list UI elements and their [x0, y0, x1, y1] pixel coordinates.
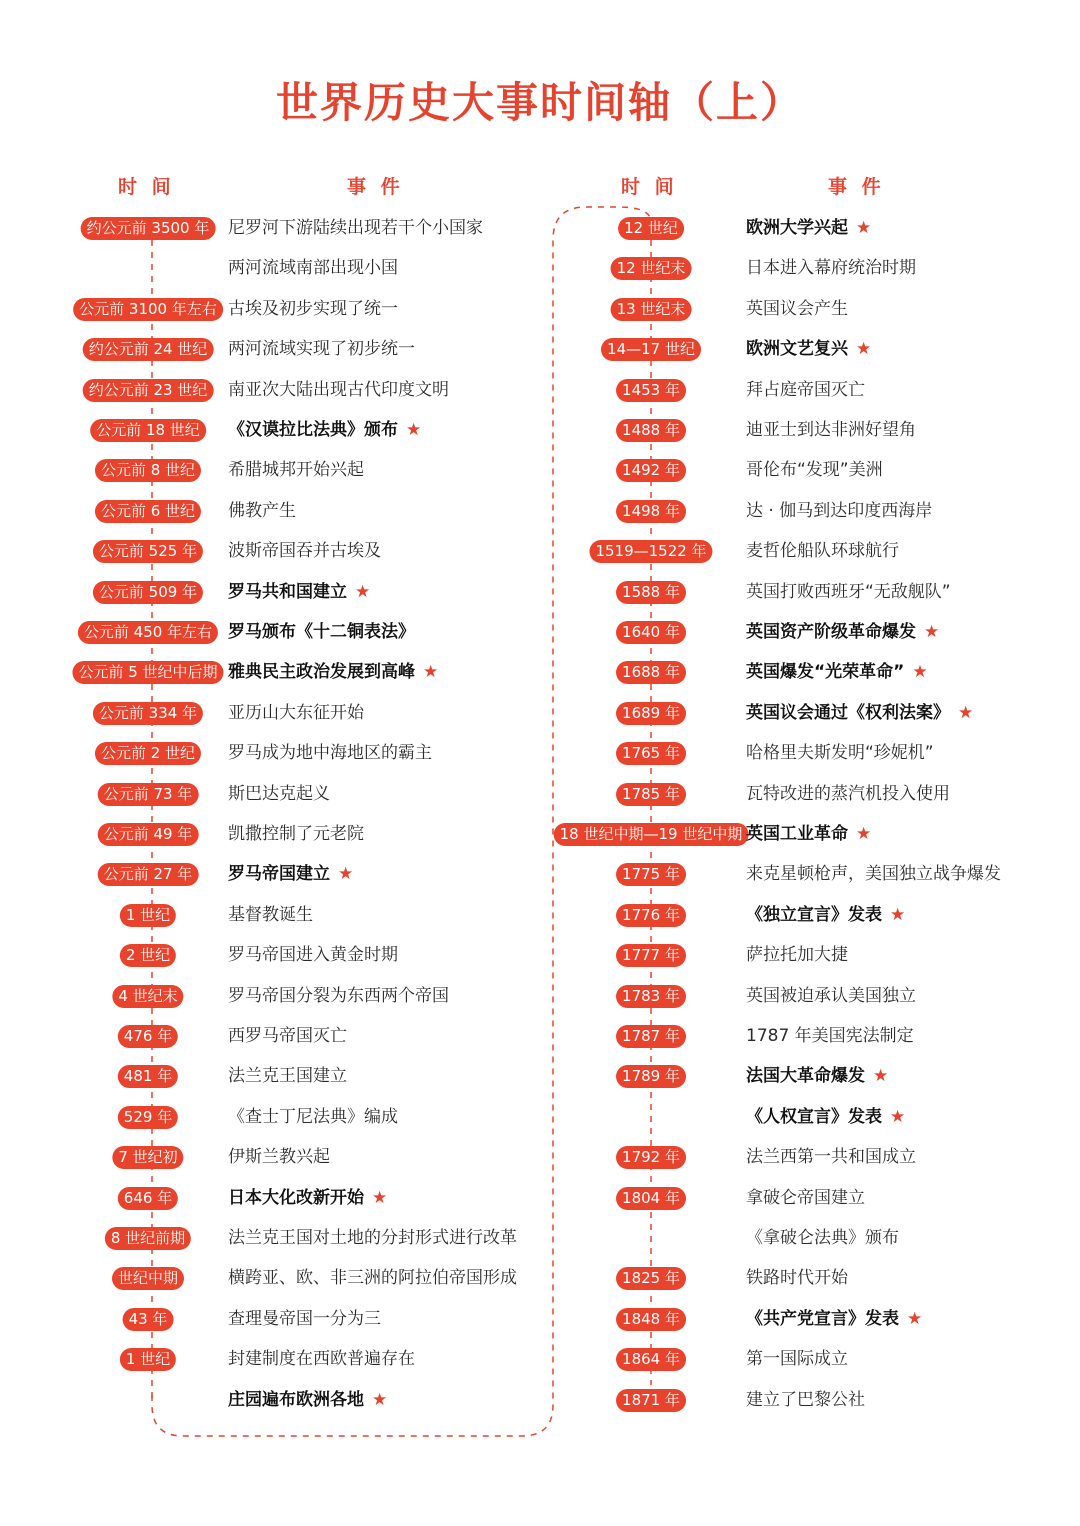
- left-time-header: 时 间: [118, 176, 175, 198]
- event-label: 瓦特改进的蒸汽机投入使用: [746, 783, 950, 804]
- right-timeline-row: [0, 500, 1080, 526]
- event-label: 法兰西第一共和国成立: [746, 1147, 916, 1168]
- event-label: 基督教诞生: [228, 904, 313, 925]
- event-text: [746, 783, 950, 806]
- star-icon: ★: [856, 218, 872, 238]
- event-text: [746, 419, 916, 442]
- event-label: 日本进入幕府统治时期: [746, 258, 916, 279]
- left-event-header: 事 件: [347, 176, 404, 198]
- page-title: 世界历史大事时间轴（上）: [275, 78, 804, 127]
- event-label: 古埃及初步实现了统一: [228, 298, 398, 319]
- right-timeline-row: [0, 338, 1080, 364]
- event-label: 铁路时代开始: [746, 1268, 848, 1289]
- time-badge: 公元前 5 世纪中后期: [72, 661, 223, 684]
- star-icon: ★: [924, 622, 940, 642]
- event-text: [746, 459, 883, 482]
- event-label: 1787 年美国宪法制定: [746, 1026, 914, 1046]
- time-badge: 1776 年: [616, 904, 686, 927]
- time-badge: 2 世纪: [120, 944, 176, 967]
- event-label: 英国被迫承认美国独立: [746, 985, 916, 1006]
- time-badge: 1498 年: [616, 500, 686, 523]
- star-icon: ★: [355, 581, 371, 602]
- right-timeline-row: [0, 459, 1080, 485]
- right-timeline-row: [0, 863, 1080, 889]
- time-badge: 1 世纪: [120, 904, 176, 927]
- event-label: 迪亚士到达非洲好望角: [746, 420, 916, 440]
- event-label: 日本大化改新开始: [228, 1187, 364, 1208]
- event-text: [746, 500, 932, 523]
- event-label: 西罗马帝国灭亡: [228, 1026, 347, 1046]
- time-badge: 7 世纪初: [112, 1146, 183, 1169]
- right-timeline-row: [0, 581, 1080, 607]
- time-badge: 476 年: [118, 1025, 178, 1048]
- right-timeline-row: [0, 621, 1080, 647]
- right-timeline-row: [0, 1025, 1080, 1051]
- event-text: [746, 661, 928, 684]
- event-label: 英国打败西班牙“无敌舰队”: [746, 581, 951, 602]
- event-label: 法国大革命爆发: [746, 1066, 865, 1087]
- time-badge: 约公元前 3500 年: [81, 217, 216, 240]
- star-icon: ★: [372, 1389, 388, 1410]
- star-icon: ★: [423, 662, 439, 683]
- event-label: 麦哲伦船队环球航行: [746, 541, 899, 562]
- event-label: 建立了巴黎公社: [746, 1389, 865, 1410]
- time-badge: 公元前 2 世纪: [95, 742, 201, 765]
- time-badge: 4 世纪末: [112, 985, 183, 1008]
- time-badge: 公元前 8 世纪: [95, 459, 201, 482]
- event-label: 《独立宣言》发表: [746, 904, 882, 925]
- event-text: [746, 1065, 888, 1088]
- time-badge: 1787 年: [616, 1025, 686, 1048]
- time-badge: 公元前 6 世纪: [95, 500, 201, 523]
- time-badge: 1792 年: [616, 1146, 686, 1169]
- event-label: 第一国际成立: [746, 1349, 848, 1370]
- event-text: [746, 702, 973, 725]
- time-badge: 公元前 450 年左右: [78, 621, 218, 644]
- event-label: 斯巴达克起义: [228, 783, 330, 804]
- right-timeline-row: [0, 702, 1080, 728]
- right-timeline-row: [0, 540, 1080, 566]
- star-icon: ★: [907, 1308, 923, 1329]
- event-text: [746, 1267, 848, 1290]
- event-text: [746, 1227, 899, 1250]
- event-label: 波斯帝国吞并古埃及: [228, 541, 381, 562]
- time-badge: 1775 年: [616, 863, 686, 886]
- event-label: 哥伦布“发现”美洲: [746, 460, 883, 481]
- event-label: 两河流域实现了初步统一: [228, 339, 415, 360]
- right-timeline-row: [0, 1146, 1080, 1172]
- right-timeline-row: [0, 742, 1080, 768]
- time-badge: 18 世纪中期—19 世纪中期: [554, 823, 749, 846]
- time-badge: 481 年: [118, 1065, 178, 1088]
- time-badge: 1492 年: [616, 459, 686, 482]
- event-label: 英国议会通过《权利法案》: [746, 702, 950, 723]
- right-timeline-row: [0, 1267, 1080, 1293]
- event-label: 法兰克王国建立: [228, 1066, 347, 1087]
- event-label: 希腊城邦开始兴起: [228, 460, 364, 481]
- star-icon: ★: [890, 904, 906, 925]
- event-label: 英国资产阶级革命爆发: [746, 622, 916, 642]
- right-event-header: 事 件: [828, 176, 885, 198]
- right-timeline-row: [0, 379, 1080, 405]
- time-badge: 1783 年: [616, 985, 686, 1008]
- event-text: [746, 581, 951, 604]
- time-badge: 公元前 18 世纪: [90, 419, 206, 442]
- star-icon: ★: [958, 702, 974, 723]
- right-timeline-row: [0, 1389, 1080, 1415]
- event-text: [746, 1389, 865, 1412]
- time-badge: 1640 年: [616, 621, 686, 644]
- event-label: 雅典民主政治发展到高峰: [228, 662, 415, 683]
- time-badge: 公元前 49 年: [98, 823, 199, 846]
- event-text: [746, 1025, 914, 1048]
- right-timeline-row: [0, 1106, 1080, 1132]
- time-badge: 1789 年: [616, 1065, 686, 1088]
- event-label: 欧洲大学兴起: [746, 218, 848, 238]
- time-badge: 1848 年: [616, 1308, 686, 1331]
- event-label: 《共产党宣言》发表: [746, 1308, 899, 1329]
- time-badge: 公元前 73 年: [98, 783, 199, 806]
- event-label: 欧洲文艺复兴: [746, 339, 848, 360]
- time-badge: 公元前 525 年: [93, 540, 203, 563]
- time-badge: 公元前 27 年: [98, 863, 199, 886]
- event-text: [746, 823, 871, 846]
- event-label: 南亚次大陆出现古代印度文明: [228, 379, 449, 400]
- right-timeline-row: [0, 1308, 1080, 1334]
- time-badge: 14—17 世纪: [601, 338, 701, 361]
- time-badge: 13 世纪末: [611, 298, 692, 321]
- star-icon: ★: [338, 864, 354, 885]
- event-label: 两河流域南部出现小国: [228, 258, 398, 279]
- star-icon: ★: [406, 420, 422, 440]
- event-label: 查理曼帝国一分为三: [228, 1308, 381, 1329]
- event-text: [746, 863, 1001, 886]
- event-text: [746, 1187, 865, 1210]
- event-label: 英国工业革命: [746, 824, 848, 844]
- event-text: [746, 257, 916, 280]
- event-label: 法兰克王国对土地的分封形式进行改革: [228, 1228, 517, 1248]
- time-badge: 1519—1522 年: [589, 540, 712, 563]
- right-timeline-row: [0, 1227, 1080, 1253]
- event-label: 拜占庭帝国灭亡: [746, 379, 865, 400]
- event-text: [746, 217, 871, 240]
- event-label: 封建制度在西欧普遍存在: [228, 1349, 415, 1370]
- star-icon: ★: [856, 339, 872, 360]
- event-text: [746, 1106, 905, 1129]
- star-icon: ★: [890, 1106, 906, 1127]
- event-label: 佛教产生: [228, 500, 296, 521]
- time-badge: 12 世纪末: [611, 257, 692, 280]
- event-label: 《汉谟拉比法典》颁布: [228, 420, 398, 440]
- right-timeline-row: [0, 944, 1080, 970]
- event-text: [746, 1308, 922, 1331]
- right-timeline-row: [0, 1348, 1080, 1374]
- event-label: 《查士丁尼法典》编成: [228, 1106, 398, 1127]
- event-label: 罗马共和国建立: [228, 581, 347, 602]
- right-timeline-row: [0, 985, 1080, 1011]
- time-badge: 1825 年: [616, 1267, 686, 1290]
- time-badge: 公元前 334 年: [93, 702, 203, 725]
- event-text: [746, 742, 934, 765]
- event-label: 凯撒控制了元老院: [228, 824, 364, 844]
- right-timeline-row: [0, 823, 1080, 849]
- event-text: [746, 338, 871, 361]
- time-badge: 1453 年: [616, 379, 686, 402]
- event-label: 英国议会产生: [746, 298, 848, 319]
- event-label: 罗马帝国建立: [228, 864, 330, 885]
- time-badge: 约公元前 24 世纪: [83, 338, 214, 361]
- event-label: 罗马成为地中海地区的霸主: [228, 743, 432, 764]
- time-badge: 1777 年: [616, 944, 686, 967]
- event-label: 《拿破仑法典》颁布: [746, 1228, 899, 1248]
- star-icon: ★: [372, 1187, 388, 1208]
- event-label: 横跨亚、欧、非三洲的阿拉伯帝国形成: [228, 1268, 517, 1289]
- time-badge: 12 世纪: [618, 217, 684, 240]
- event-label: 亚历山大东征开始: [228, 702, 364, 723]
- event-text: [746, 540, 899, 563]
- right-timeline-row: [0, 217, 1080, 243]
- time-badge: 1785 年: [616, 783, 686, 806]
- event-label: 罗马帝国进入黄金时期: [228, 945, 398, 966]
- event-label: 罗马颁布《十二铜表法》: [228, 622, 415, 642]
- event-label: 达 · 伽马到达印度西海岸: [746, 500, 933, 521]
- time-badge: 世纪中期: [112, 1267, 184, 1290]
- time-badge: 529 年: [118, 1106, 178, 1129]
- star-icon: ★: [873, 1066, 889, 1087]
- event-text: [746, 621, 939, 644]
- event-text: [746, 985, 916, 1008]
- time-badge: 1689 年: [616, 702, 686, 725]
- time-badge: 1871 年: [616, 1389, 686, 1412]
- event-text: [746, 298, 848, 321]
- time-badge: 43 年: [123, 1308, 174, 1331]
- right-timeline-row: [0, 257, 1080, 283]
- time-badge: 1688 年: [616, 661, 686, 684]
- right-timeline-row: [0, 419, 1080, 445]
- event-label: 《人权宣言》发表: [746, 1106, 882, 1127]
- right-timeline-row: [0, 904, 1080, 930]
- time-badge: 1588 年: [616, 581, 686, 604]
- event-label: 伊斯兰教兴起: [228, 1147, 330, 1168]
- right-time-header: 时 间: [621, 176, 678, 198]
- event-label: 尼罗河下游陆续出现若干个小国家: [228, 218, 483, 238]
- star-icon: ★: [856, 824, 872, 844]
- event-label: 拿破仑帝国建立: [746, 1187, 865, 1208]
- event-label: 英国爆发“光荣革命”: [746, 662, 905, 683]
- time-badge: 1765 年: [616, 742, 686, 765]
- time-badge: 1864 年: [616, 1348, 686, 1371]
- event-text: [746, 1348, 848, 1371]
- event-text: [746, 1146, 916, 1169]
- right-timeline-row: [0, 1187, 1080, 1213]
- time-badge: 1804 年: [616, 1187, 686, 1210]
- time-badge: 1488 年: [616, 419, 686, 442]
- event-label: 来克星顿枪声，美国独立战争爆发: [746, 864, 1001, 885]
- event-text: [746, 904, 905, 927]
- right-timeline-row: [0, 298, 1080, 324]
- event-text: [746, 379, 865, 402]
- time-badge: 1 世纪: [120, 1348, 176, 1371]
- event-label: 哈格里夫斯发明“珍妮机”: [746, 743, 934, 764]
- event-label: 罗马帝国分裂为东西两个帝国: [228, 985, 449, 1006]
- time-badge: 8 世纪前期: [105, 1227, 191, 1250]
- time-badge: 646 年: [118, 1187, 178, 1210]
- time-badge: 公元前 3100 年左右: [73, 298, 223, 321]
- time-badge: 约公元前 23 世纪: [83, 379, 214, 402]
- right-timeline-row: [0, 783, 1080, 809]
- right-timeline-row: [0, 1065, 1080, 1091]
- event-text: [746, 944, 848, 967]
- right-timeline-row: [0, 661, 1080, 687]
- event-label: 庄园遍布欧洲各地: [228, 1389, 364, 1410]
- event-label: 萨拉托加大捷: [746, 945, 848, 966]
- star-icon: ★: [912, 662, 928, 683]
- time-badge: 公元前 509 年: [93, 581, 203, 604]
